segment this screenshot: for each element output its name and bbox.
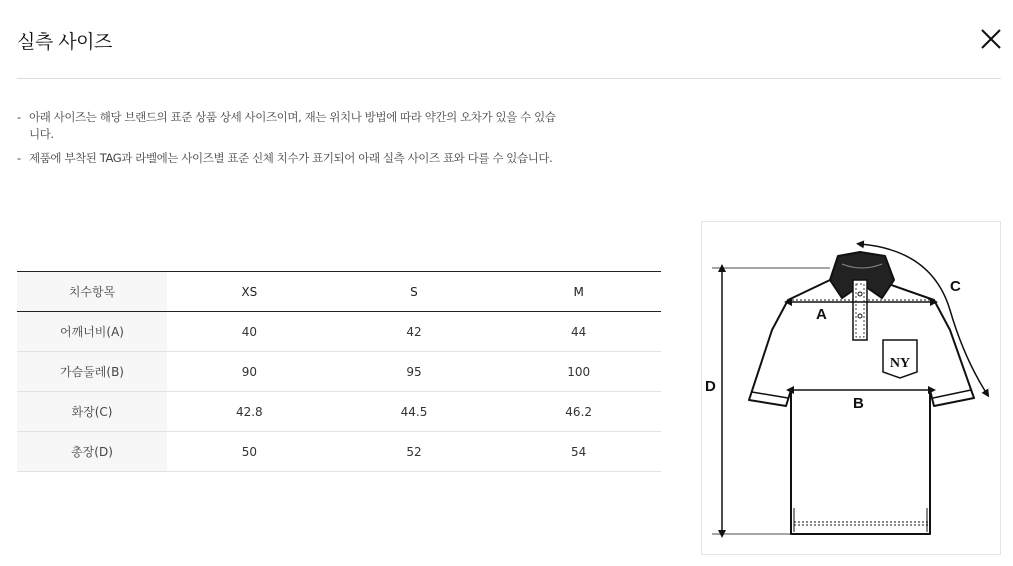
table-header-cell: 치수항목 [17, 272, 167, 312]
close-icon[interactable] [978, 26, 1004, 52]
table-row [17, 352, 661, 392]
table-cell: 100 [567, 364, 591, 379]
header-divider [17, 78, 1001, 79]
table-cell: 90 [241, 364, 257, 379]
table-cell: 54 [571, 444, 587, 459]
size-table [17, 271, 661, 472]
table-row [17, 312, 661, 352]
ny-logo: NY [889, 356, 911, 371]
note-item: - 아래 사이즈는 해당 브랜드의 표준 상품 상세 사이즈이며, 재는 위치나 방법에 따라 약간의 오차가 있을 수 있습니다. [17, 110, 556, 141]
page-title: 실측 사이즈 [17, 31, 112, 53]
table-cell: 52 [406, 444, 422, 459]
table-header-cell: M [573, 284, 584, 299]
row-label: 가슴둘레(B) [17, 352, 167, 392]
note-item: - 제품에 부착된 TAG과 라벨에는 사이즈별 표준 신체 치수가 표기되어 아래 실측 사이즈 표와 다를 수 있습니다. [17, 151, 553, 165]
table-row [17, 392, 661, 432]
table-cell: 46.2 [565, 404, 593, 419]
table-header-cell: S [410, 284, 418, 299]
table-cell: 95 [406, 364, 422, 379]
table-header-cell: XS [241, 284, 258, 299]
row-label: 화장(C) [17, 392, 167, 432]
table-cell: 42 [406, 324, 422, 339]
label-c: C [950, 278, 961, 295]
table-cell: 44 [571, 324, 587, 339]
row-label: 어깨너비(A) [17, 312, 167, 352]
table-cell: 50 [241, 444, 257, 459]
label-d: D [705, 378, 716, 395]
close-button[interactable] [978, 26, 1004, 52]
table-header-row [17, 272, 661, 312]
table-cell: 40 [241, 324, 257, 339]
polo-shirt-illustration [702, 222, 1000, 554]
measurement-diagram [701, 221, 1001, 555]
table-cell: 42.8 [235, 404, 263, 419]
table-row [17, 432, 661, 472]
table-cell: 44.5 [400, 404, 428, 419]
label-b: B [853, 395, 864, 412]
row-label: 총장(D) [17, 432, 167, 472]
notes-list [17, 109, 557, 174]
label-a: A [816, 306, 827, 323]
